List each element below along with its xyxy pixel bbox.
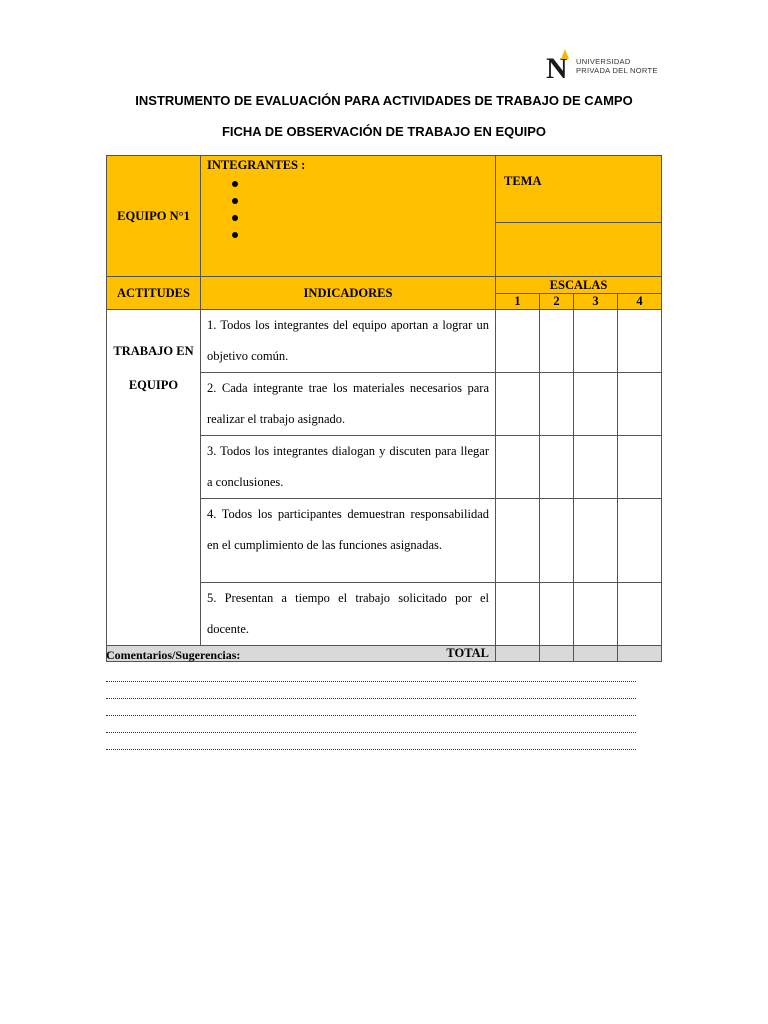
scales-header: ESCALAS [496, 277, 662, 294]
score-cell[interactable] [496, 310, 540, 373]
attitude-cell: TRABAJO EN EQUIPO [107, 310, 201, 646]
topic-input-cell[interactable] [496, 223, 662, 277]
scale-4-header: 4 [618, 294, 662, 310]
score-cell[interactable] [496, 373, 540, 436]
score-cell[interactable] [574, 499, 618, 583]
score-cell[interactable] [540, 310, 574, 373]
score-cell[interactable] [574, 583, 618, 646]
university-logo [546, 46, 664, 86]
scale-2-header: 2 [540, 294, 574, 310]
member-bullet[interactable] [225, 192, 495, 209]
score-cell[interactable] [540, 436, 574, 499]
score-cell[interactable] [540, 499, 574, 583]
scale-3-header: 3 [574, 294, 618, 310]
score-cell[interactable] [574, 310, 618, 373]
indicator-1: 1. Todos los integrantes del equipo aportan a lograr un objetivo común. [201, 310, 496, 373]
logo-text: UNIVERSIDAD PRIVADA DEL NORTE [576, 57, 658, 75]
members-cell [201, 156, 496, 277]
comment-line[interactable] [106, 733, 636, 750]
score-cell[interactable] [618, 310, 662, 373]
indicator-3: 3. Todos los integrantes dialogan y discuten para llegar a conclusiones. [201, 436, 496, 499]
member-bullet[interactable] [225, 209, 495, 226]
member-bullet[interactable] [225, 175, 495, 192]
score-cell[interactable] [574, 436, 618, 499]
attitudes-header: ACTITUDES [107, 277, 201, 310]
scale-1-header: 1 [496, 294, 540, 310]
document-title: INSTRUMENTO DE EVALUACIÓN PARA ACTIVIDADES DE TRABAJO DE CAMPO [135, 93, 633, 108]
comment-line[interactable] [106, 716, 636, 733]
comment-line[interactable] [106, 682, 636, 699]
topic-label-cell: TEMA [496, 156, 662, 223]
score-cell[interactable] [496, 499, 540, 583]
indicators-header: INDICADORES [201, 277, 496, 310]
comment-line[interactable] [106, 699, 636, 716]
score-cell[interactable] [540, 373, 574, 436]
comment-line[interactable] [106, 665, 636, 682]
score-cell[interactable] [540, 583, 574, 646]
score-cell[interactable] [618, 499, 662, 583]
indicator-4: 4. Todos los participantes demuestran responsabilidad en el cumplimiento de las funciones asignadas. [201, 499, 496, 583]
members-list [225, 175, 495, 243]
team-number-cell: EQUIPO N°1 [107, 156, 201, 277]
members-label: INTEGRANTES : [207, 158, 306, 172]
score-cell[interactable] [574, 373, 618, 436]
observation-table [106, 155, 662, 662]
logo-n-icon: N [546, 49, 570, 83]
score-cell[interactable] [618, 436, 662, 499]
comments-section [106, 648, 636, 750]
total-label: TOTAL [107, 646, 496, 662]
document-subtitle: FICHA DE OBSERVACIÓN DE TRABAJO EN EQUIPO [221, 124, 547, 139]
indicator-5: 5. Presentan a tiempo el trabajo solicitado por el docente. [201, 583, 496, 646]
score-cell[interactable] [496, 583, 540, 646]
score-cell[interactable] [618, 373, 662, 436]
indicator-2: 2. Cada integrante trae los materiales necesarios para realizar el trabajo asignado. [201, 373, 496, 436]
member-bullet[interactable] [225, 226, 495, 243]
score-cell[interactable] [618, 583, 662, 646]
comments-label: Comentarios/Sugerencias: [106, 648, 241, 662]
score-cell[interactable] [496, 436, 540, 499]
